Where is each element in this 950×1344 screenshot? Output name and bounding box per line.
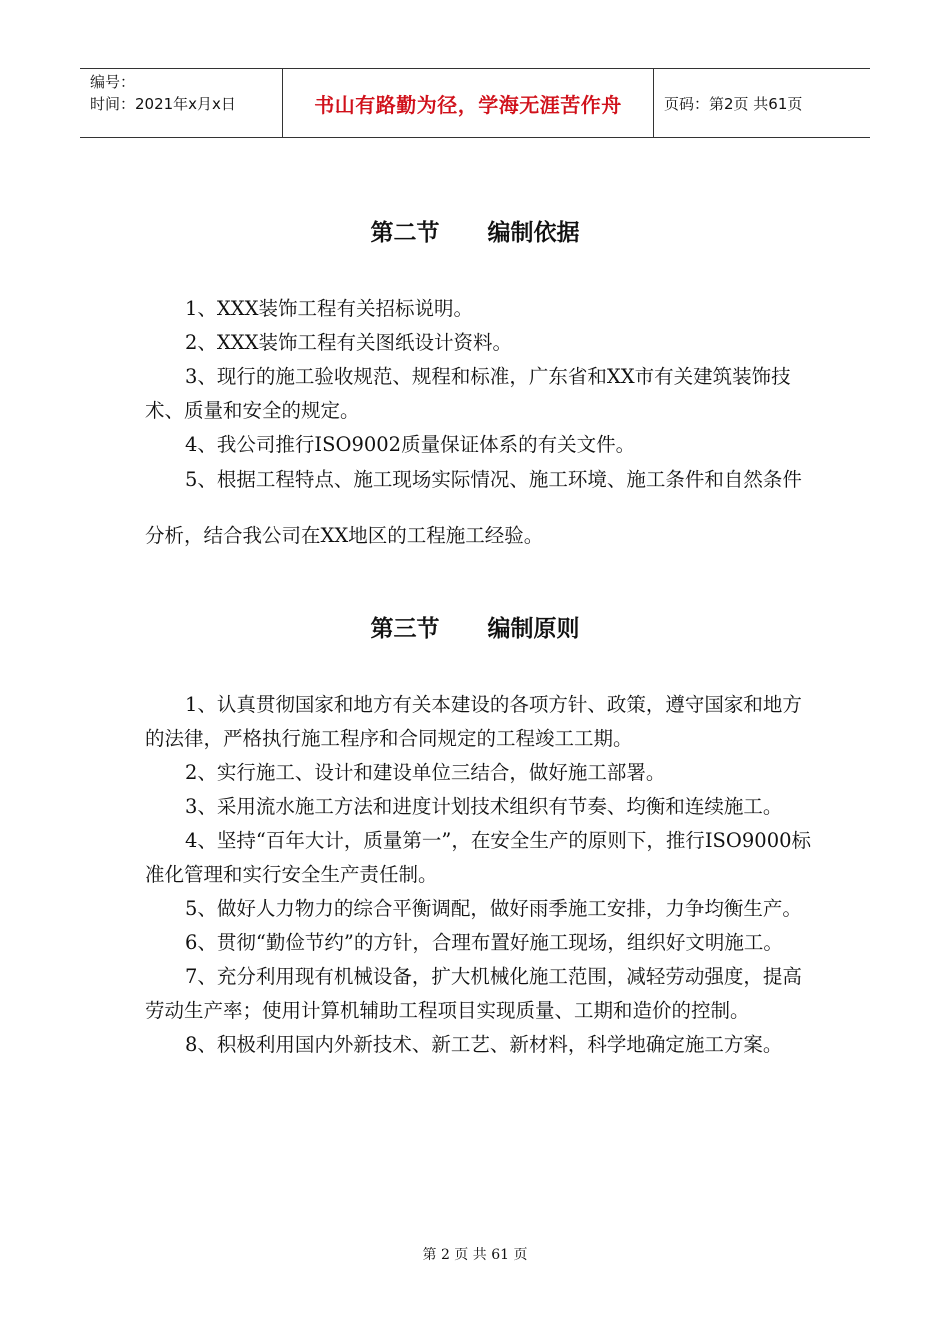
principles-list (145, 688, 815, 1062)
page-header (80, 68, 870, 138)
principle-item-5: 5、做好人力物力的综合平衡调配，做好雨季施工安排，力争均衡生产。 (185, 897, 802, 920)
principle-item-8: 8、积极利用国内外新技术、新工艺、新材料，科学地确定施工方案。 (185, 1033, 783, 1056)
principle-item-4: 4、坚持“百年大计，质量第一”，在安全生产的原则下，推行ISO9000标准化管理和实行安全生产责任制。 (145, 829, 812, 886)
basis-item-2: 2、XXX装饰工程有关图纸设计资料。 (185, 331, 513, 354)
page-footer: 第 2 页 共 61 页 (422, 1247, 528, 1263)
document-time-label: 时间：2021年x月x日 (90, 95, 236, 113)
header-page-info: 页码：第2页 共61页 (664, 94, 803, 113)
principle-item-3: 3、采用流水施工方法和进度计划技术组织有节奏、均衡和连续施工。 (185, 795, 783, 818)
header-meta (80, 69, 282, 137)
principle-item-6: 6、贯彻“勤俭节约”的方针，合理布置好施工现场，组织好文明施工。 (185, 931, 783, 954)
header-motto: 书山有路勤为径，学海无涯苦作舟 (282, 69, 654, 137)
section-title-basis: 第二节 编制依据 (370, 220, 580, 246)
basis-item-1: 1、XXX装饰工程有关招标说明。 (185, 297, 474, 320)
document-number-label: 编号： (90, 73, 136, 91)
basis-item-4: 4、我公司推行ISO9002质量保证体系的有关文件。 (185, 433, 636, 456)
basis-item-5: 5、根据工程特点、施工现场实际情况、施工环境、施工条件和自然条件分析，结合我公司在XX地区的工程施工经验。 (145, 468, 802, 547)
principle-item-2: 2、实行施工、设计和建设单位三结合，做好施工部署。 (185, 761, 666, 784)
basis-list (145, 292, 815, 564)
basis-item-3: 3、现行的施工验收规范、规程和标准，广东省和XX市有关建筑装饰技术、质量和安全的规定。 (145, 365, 791, 422)
principle-item-7: 7、充分利用现有机械设备，扩大机械化施工范围，减轻劳动强度，提高劳动生产率；使用计算机辅助工程项目实现质量、工期和造价的控制。 (145, 965, 802, 1022)
section-title-principles: 第三节 编制原则 (370, 616, 580, 642)
principle-item-1: 1、认真贯彻国家和地方有关本建设的各项方针、政策，遵守国家和地方的法律，严格执行施工程序和合同规定的工程竣工工期。 (145, 693, 802, 750)
